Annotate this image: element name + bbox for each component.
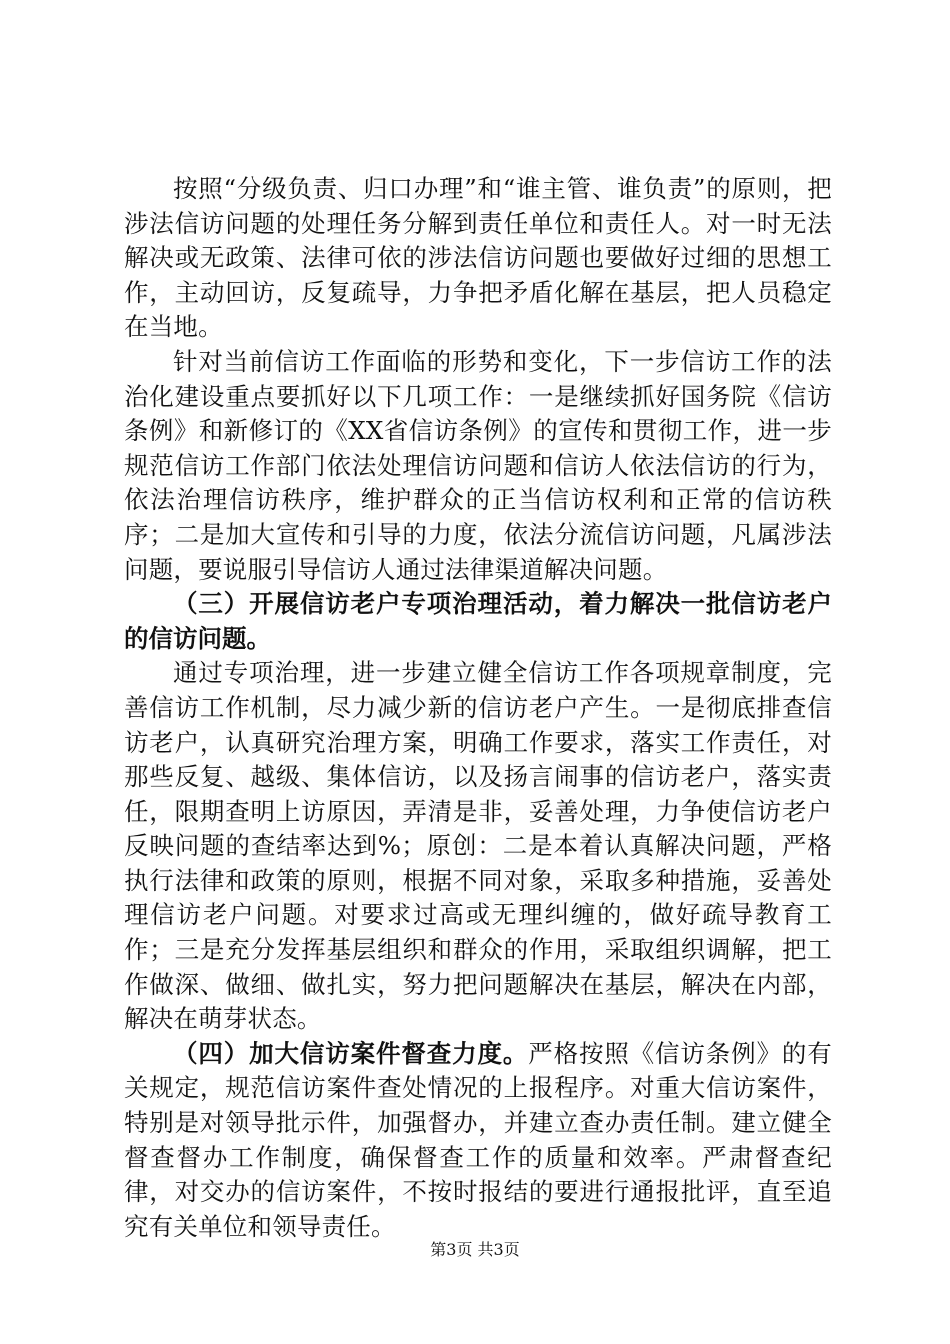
- paragraph-supervision: [124, 1037, 832, 1245]
- paragraph-responsibility: 按照“分级负责、归口办理”和“谁主管、谁负责”的原则，把涉法信访问题的处理任务分解到责任单位和责任人。对一时无法解决或无政策、法律可依的涉法信访问题也要做好过细的思想工作，主动回访，反复疏导，力争把矛盾化解在基层，把人员稳定在当地。: [124, 174, 832, 342]
- page-number-footer: 第3页 共3页: [430, 1240, 520, 1259]
- section-heading-three: （三）开展信访老户专项治理活动，着力解决一批信访老户的信访问题。: [124, 589, 832, 653]
- document-body: [124, 172, 832, 1244]
- paragraph-special-governance: 通过专项治理，进一步建立健全信访工作各项规章制度，完善信访工作机制，尽力减少新的信访老户产生。一是彻底排查信访老户，认真研究治理方案，明确工作要求，落实工作责任，对那些反复、越级、集体信访，以及扬言闹事的信访老户，落实责任，限期查明上访原因，弄清是非，妥善处理，力争使信访老户反映问题的查结率达到%；原创：二是本着认真解决问题，严格执行法律和政策的原则，根据不同对象，采取多种措施，妥善处理信访老户问题。对要求过高或无理纠缠的，做好疏导教育工作；三是充分发挥基层组织和群众的作用，采取组织调解，把工作做深、做细、做扎实，努力把问题解决在基层，解决在内部，解决在萌芽状态。: [124, 658, 832, 1034]
- section-heading-four: （四）加大信访案件督查力度。: [173, 1038, 529, 1068]
- paragraph-rule-of-law: 针对当前信访工作面临的形势和变化，下一步信访工作的法治化建设重点要抓好以下几项工作：一是继续抓好国务院《信访条例》和新修订的《XX省信访条例》的宣传和贯彻工作，进一步规范信访工作部门依法处理信访问题和信访人依法信访的行为，依法治理信访秩序，维护群众的正当信访权利和正常的信访秩序；二是加大宣传和引导的力度，依法分流信访问题，凡属涉法问题，要说服引导信访人通过法律渠道解决问题。: [124, 346, 832, 584]
- paragraph-supervision-body: 严格按照《信访条例》的有关规定，规范信访案件查处情况的上报程序。对重大信访案件，特别是对领导批示件，加强督办，并建立查办责任制。建立健全督查督办工作制度，确保督查工作的质量和效率。严肃督查纪律，对交办的信访案件，不按时报结的要进行通报批评，直至追究有关单位和领导责任。: [124, 1038, 832, 1241]
